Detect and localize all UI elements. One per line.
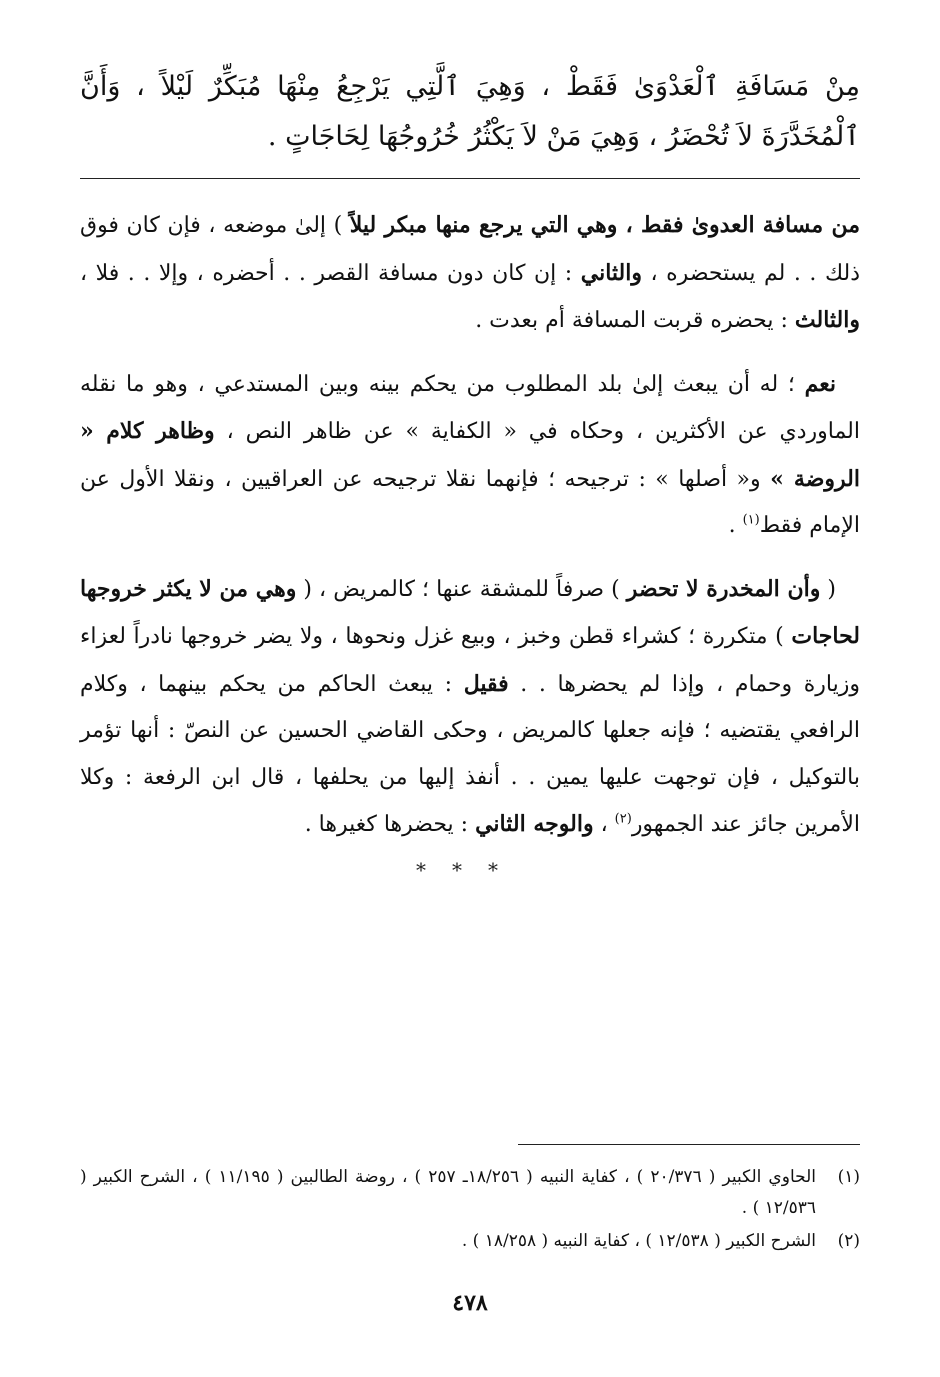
commentary-text: ) متكررة ؛ كشراء قطن وخبز ، وبيع غزل ونحوها ، ولا يضر خروجها نادراً لعزاء وزيارة وحمام ، وإذا لم يحضرها . .: [80, 624, 860, 697]
commentary-text: : إن كان دون مسافة القصر . . أحضره ، وإلا . . فلا ،: [80, 260, 581, 286]
commentary-text: .: [728, 513, 743, 538]
quoted-matn: وهي من لا يكثر خروجها لحاجات: [80, 575, 860, 649]
commentary-text: : يحضره قربت المسافة أم بعدت .: [475, 308, 795, 333]
bold-term: والوجه الثاني: [475, 811, 594, 837]
quoted-matn: وأن المخدرة لا تحضر: [626, 575, 821, 602]
commentary-text: ؛ له أن يبعث إلىٰ بلد المطلوب من يحكم بينه وبين المستدعي ، وهو ما نقله الماوردي عن الأكثرين ، وحكاه في « الكفاية » عن ظاهر النص ،: [80, 371, 860, 444]
commentary-text: ) إلىٰ موضعه ، فإن كان فوق ذلك . . لم يستحضره ،: [80, 213, 860, 286]
matn-text: مِنْ مَسَافَةِ ٱلْعَدْوَىٰ فَقَطْ ، وَهِيَ ٱلَّتِي يَرْجِعُ مِنْهَا مُبَكِّرٌ لَيْلاً ، وَأَنَّ ٱلْمُخَدَّرَةَ لاَ تُحْضَرُ ، وَهِيَ مَنْ لاَ يَكْثُرُ خُرُوجُهَا لِحَاجَاتٍ .: [80, 71, 860, 152]
footnote-text: الشرح الكبير ( ١٢/٥٣٨ ) ، كفاية النبيه ( ١٨/٢٥٨ ) .: [461, 1231, 816, 1251]
bold-term: فقيل: [463, 670, 509, 697]
footnote-ref-1[interactable]: (١): [742, 512, 760, 528]
commentary-paragraph-2: [80, 361, 860, 550]
footnote-text: الحاوي الكبير ( ٢٠/٣٧٦ ) ، كفاية النبيه ( ١٨/٢٥٦ـ ٢٥٧ ) ، روضة الطالبين ( ١١/١٩٥ ) ، الشرح الكبير ( ١٢/٥٣٦ ) .: [80, 1167, 817, 1218]
commentary-text: و« أصلها » : ترجيحه ؛ فإنهما نقلا ترجيحه عن العراقيين ، ونقلا الأول عن الإمام فقط: [80, 466, 860, 538]
footnote-separator-rule: [518, 1144, 860, 1145]
footnote-ref-2[interactable]: (٢): [614, 811, 632, 827]
bold-term: والثالث: [794, 307, 860, 333]
bold-term: والثاني: [580, 259, 642, 286]
section-divider-stars: ***: [416, 858, 524, 882]
bold-term: نعم: [804, 370, 836, 397]
commentary-text: : يبعث الحاكم من يحكم بينهما ، وكلام الرافعي يقتضيه ؛ فإنه جعلها كالمريض ، وحكى القاضي الحسين عن النصّ : أنها تؤمر بالتوكيل ، فإن توجهت عليها يمين . . أنفذ إليها من يحلفها ، قال ابن الرفعة : وكلا الأمرين جائز عند الجمهور: [80, 671, 860, 837]
commentary-text: (: [820, 576, 836, 602]
commentary-text: ،: [593, 812, 615, 837]
commentary-body: [80, 202, 860, 865]
page-number: ٤٧٨: [452, 1290, 488, 1316]
commentary-paragraph-3: [80, 566, 860, 849]
footnote-number: (٢): [837, 1231, 860, 1251]
quoted-matn: من مسافة العدوىٰ فقط ، وهي التي يرجع منها مبكر ليلاً: [349, 212, 860, 238]
footnote-1: [80, 1162, 860, 1224]
commentary-text: : يحضرها كغيرها .: [304, 812, 476, 837]
commentary-paragraph-1: [80, 202, 860, 345]
commentary-text: ) صرفاً للمشقة عنها ؛ كالمريض ، (: [296, 576, 627, 602]
footnote-number: (١): [837, 1167, 860, 1187]
bold-term: وظاهر كلام « الروضة »: [80, 418, 860, 492]
footnotes: [80, 1162, 860, 1259]
matn-separator-rule: [80, 178, 860, 179]
footnote-2: [80, 1226, 860, 1257]
